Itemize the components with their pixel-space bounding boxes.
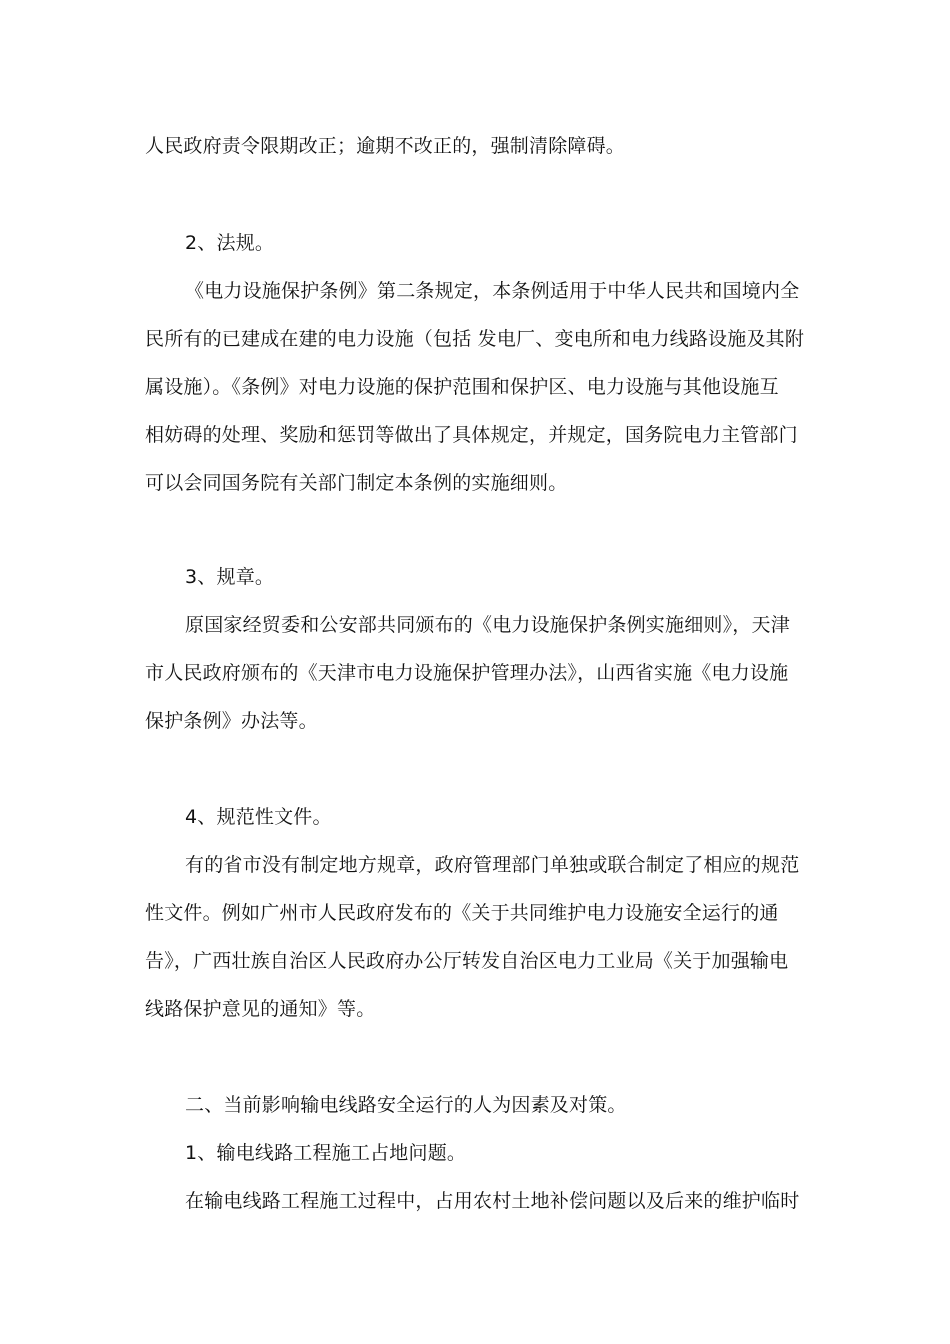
text-line: 线路保护意见的通知》等。 [145,998,376,1020]
section-heading: 4、规范性文件。 [185,806,332,828]
text-line: 民所有的已建成在建的电力设施（包括 发电厂、变电所和电力线路设施及其附 [145,328,805,350]
text-line: 可以会同国务院有关部门制定本条例的实施细则。 [145,472,568,494]
section-heading: 1、输电线路工程施工占地问题。 [185,1142,467,1164]
text-line: 原国家经贸委和公安部共同颁布的《电力设施保护条例实施细则》，天津 [185,614,790,636]
text-line: 保护条例》办法等。 [145,710,318,732]
text-line: 属设施）。《条例》对电力设施的保护范围和保护区、电力设施与其他设施互 [145,376,779,398]
text-line: 有的省市没有制定地方规章，政府管理部门单独或联合制定了相应的规范 [185,854,800,876]
text-line: 告》，广西壮族自治区人民政府办公厅转发自治区电力工业局《关于加强输电 [145,950,789,972]
text-line: 相妨碍的处理、奖励和惩罚等做出了具体规定，并规定，国务院电力主管部门 [145,424,798,446]
text-line: 《电力设施保护条例》第二条规定，本条例适用于中华人民共和国境内全 [185,280,800,302]
text-line: 市人民政府颁布的《天津市电力设施保护管理办法》，山西省实施《电力设施 [145,662,789,684]
section-heading: 二、当前影响输电线路安全运行的人为因素及对策。 [185,1094,627,1116]
text-line: 人民政府责令限期改正；逾期不改正的，强制清除障碍。 [145,135,626,157]
section-heading: 3、规章。 [185,566,275,588]
text-line: 性文件。例如广州市人民政府发布的《关于共同维护电力设施安全运行的通 [145,902,779,924]
text-line: 在输电线路工程施工过程中，占用农村土地补偿问题以及后来的维护临时 [185,1190,800,1212]
section-heading: 2、法规。 [185,232,275,254]
